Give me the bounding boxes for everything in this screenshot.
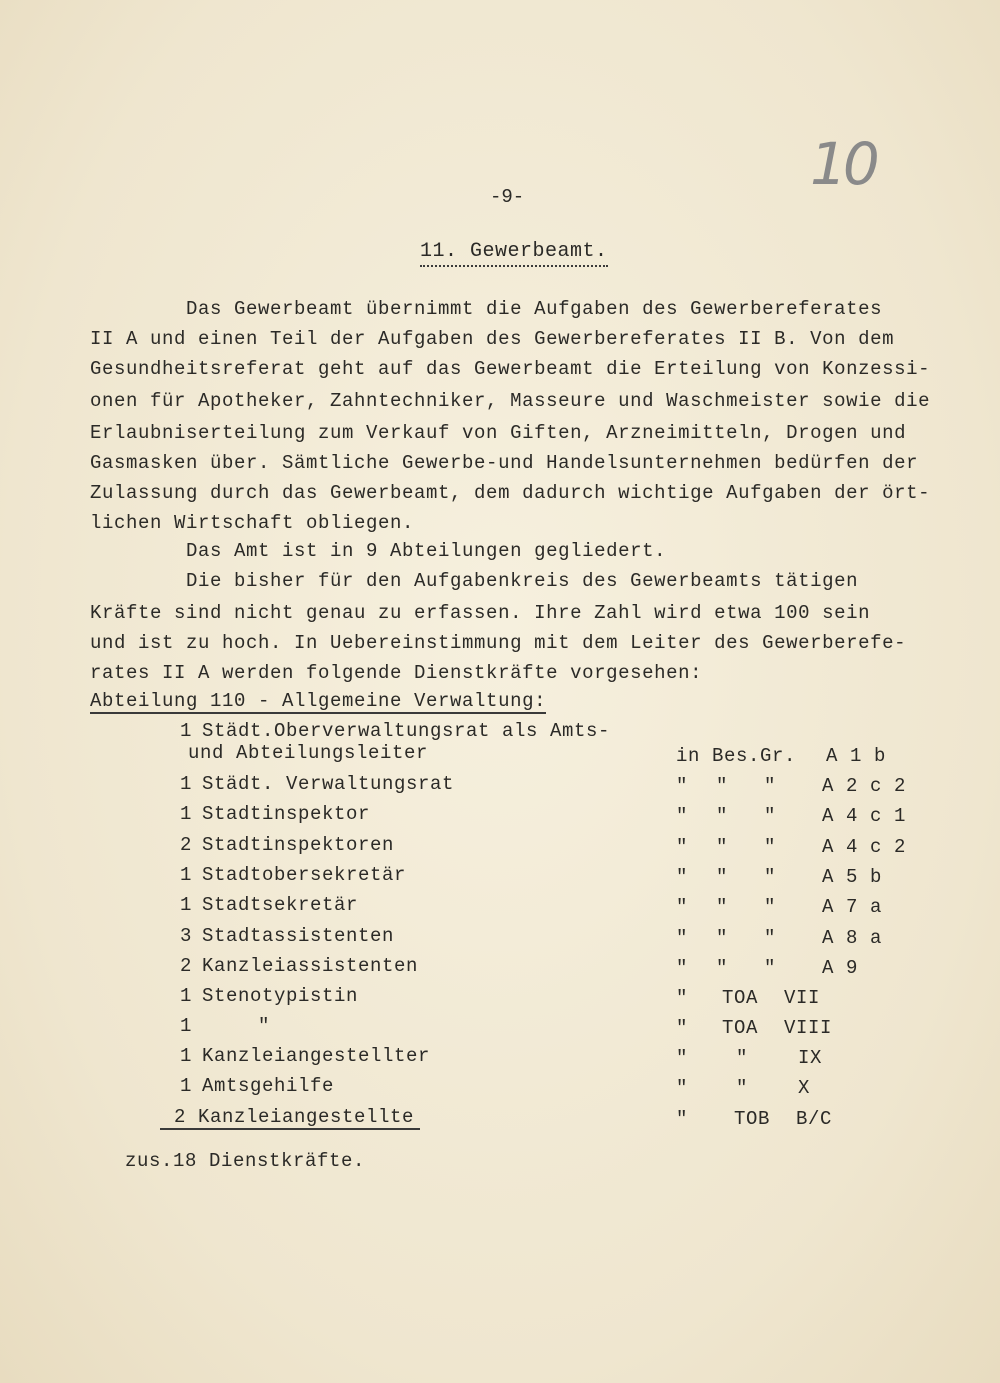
staff-count: 1 xyxy=(180,1045,193,1067)
staff-title: Amtsgehilfe xyxy=(202,1075,335,1097)
staff-col2: " xyxy=(716,836,729,858)
section-heading: 11. Gewerbeamt. xyxy=(420,240,608,267)
staff-grade: A 8 a xyxy=(822,927,883,949)
paragraph-line: Gasmasken über. Sämtliche Gewerbe-und Handelsunternehmen bedürfen der xyxy=(90,452,919,474)
staff-title: Stadtinspektoren xyxy=(202,834,395,856)
staff-count: 1 xyxy=(180,720,193,742)
staff-col1: " xyxy=(676,896,689,918)
staff-count: 2 xyxy=(180,955,193,977)
staff-grade: A 9 xyxy=(822,957,859,979)
paragraph-line: Die bisher für den Aufgabenkreis des Gewerbeamts tätigen xyxy=(90,570,859,592)
page-number: -9- xyxy=(490,186,525,208)
paragraph-line: Kräfte sind nicht genau zu erfassen. Ihre Zahl wird etwa 100 sein xyxy=(90,602,871,624)
staff-grade: A 7 a xyxy=(822,896,883,918)
staff-count: 2 xyxy=(180,834,193,856)
staff-grade: X xyxy=(798,1077,811,1099)
staff-count: 1 xyxy=(180,773,193,795)
staff-col1: " xyxy=(676,987,689,1009)
paragraph-line: Erlaubniserteilung zum Verkauf von Giften, Arzneimitteln, Drogen und xyxy=(90,422,907,444)
staff-count: 2 xyxy=(174,1106,187,1128)
paragraph-line: Das Gewerbeamt übernimmt die Aufgaben des Gewerbereferates xyxy=(90,298,883,320)
staff-col3: " xyxy=(764,866,777,888)
paragraph-line: onen für Apotheker, Zahntechniker, Masseure und Waschmeister sowie die xyxy=(90,390,931,412)
staff-col1: " xyxy=(676,775,689,797)
staff-grade: VII xyxy=(784,987,821,1009)
staff-grade: A 2 c 2 xyxy=(822,775,907,797)
staff-col1: in xyxy=(676,745,701,767)
staff-title: Städt.Oberverwaltungsrat als Amts- xyxy=(202,720,611,742)
staff-title: Stadtsekretär xyxy=(202,894,359,916)
paragraph-line: Gesundheitsreferat geht auf das Gewerbeamt die Erteilung von Konzessi- xyxy=(90,358,931,380)
staff-col2: " xyxy=(716,957,729,979)
staff-col1: " xyxy=(676,866,689,888)
staff-grade: A 4 c 2 xyxy=(822,836,907,858)
staff-col3: " xyxy=(764,805,777,827)
staff-col2: " xyxy=(716,775,729,797)
staff-title: Kanzleiangestellter xyxy=(202,1045,431,1067)
staff-grade: A 1 b xyxy=(826,745,887,767)
staff-col2: " xyxy=(716,896,729,918)
staff-col3: " xyxy=(764,927,777,949)
staff-count: 1 xyxy=(180,894,193,916)
staff-col3: " xyxy=(764,896,777,918)
staff-col2: " xyxy=(736,1077,749,1099)
staff-col1: " xyxy=(676,805,689,827)
staff-col2: " xyxy=(716,927,729,949)
paragraph-line: lichen Wirtschaft obliegen. xyxy=(90,512,415,534)
staff-col3: Gr. xyxy=(760,745,797,767)
staff-title: Kanzleiangestellte xyxy=(198,1106,415,1128)
staff-col3: " xyxy=(764,775,777,797)
staff-col1: " xyxy=(676,927,689,949)
staff-grade: B/C xyxy=(796,1108,833,1130)
staff-col3: " xyxy=(764,957,777,979)
staff-col2: TOB xyxy=(734,1108,771,1130)
staff-grade: IX xyxy=(798,1047,823,1069)
staff-col1: " xyxy=(676,1047,689,1069)
staff-total: zus.18 Dienstkräfte. xyxy=(125,1150,366,1172)
staff-count: 1 xyxy=(180,985,193,1007)
staff-col1: " xyxy=(676,1017,689,1039)
staff-count: 1 xyxy=(180,803,193,825)
staff-count: 1 xyxy=(180,1075,193,1097)
paragraph-line: Das Amt ist in 9 Abteilungen gegliedert. xyxy=(90,540,667,562)
staff-title: Stenotypistin xyxy=(202,985,359,1007)
staff-col2: " xyxy=(716,805,729,827)
staff-title: " xyxy=(222,1015,271,1037)
staff-grade: A 5 b xyxy=(822,866,883,888)
paragraph-line: Zulassung durch das Gewerbeamt, dem dadurch wichtige Aufgaben der ört- xyxy=(90,482,931,504)
staff-col2: TOA xyxy=(722,987,759,1009)
staff-grade: A 4 c 1 xyxy=(822,805,907,827)
paragraph-line: und ist zu hoch. In Uebereinstimmung mit dem Leiter des Gewerberefe- xyxy=(90,632,907,654)
staff-count: 1 xyxy=(180,1015,193,1037)
staff-col3: " xyxy=(764,836,777,858)
staff-col1: " xyxy=(676,836,689,858)
staff-title: Städt. Verwaltungsrat xyxy=(202,773,455,795)
staff-count: 3 xyxy=(180,925,193,947)
paragraph-line: II A und einen Teil der Aufgaben des Gewerbereferates II B. Von dem xyxy=(90,328,895,350)
staff-title: Kanzleiassistenten xyxy=(202,955,419,977)
staff-title: Stadtinspektor xyxy=(202,803,371,825)
staff-col2: " xyxy=(716,866,729,888)
paragraph-line: rates II A werden folgende Dienstkräfte vorgesehen: xyxy=(90,662,703,684)
staff-grade: VIII xyxy=(784,1017,833,1039)
staff-title: Stadtassistenten xyxy=(202,925,395,947)
handwritten-folio-number: 10 xyxy=(810,130,876,198)
department-subheading: Abteilung 110 - Allgemeine Verwaltung: xyxy=(90,690,547,712)
staff-col1: " xyxy=(676,1077,689,1099)
staff-col1: " xyxy=(676,1108,689,1130)
staff-col2: Bes. xyxy=(712,745,761,767)
staff-col2: " xyxy=(736,1047,749,1069)
staff-title: Stadtobersekretär xyxy=(202,864,407,886)
staff-col1: " xyxy=(676,957,689,979)
staff-title-continued: und Abteilungsleiter xyxy=(188,742,429,764)
staff-col2: TOA xyxy=(722,1017,759,1039)
staff-count: 1 xyxy=(180,864,193,886)
